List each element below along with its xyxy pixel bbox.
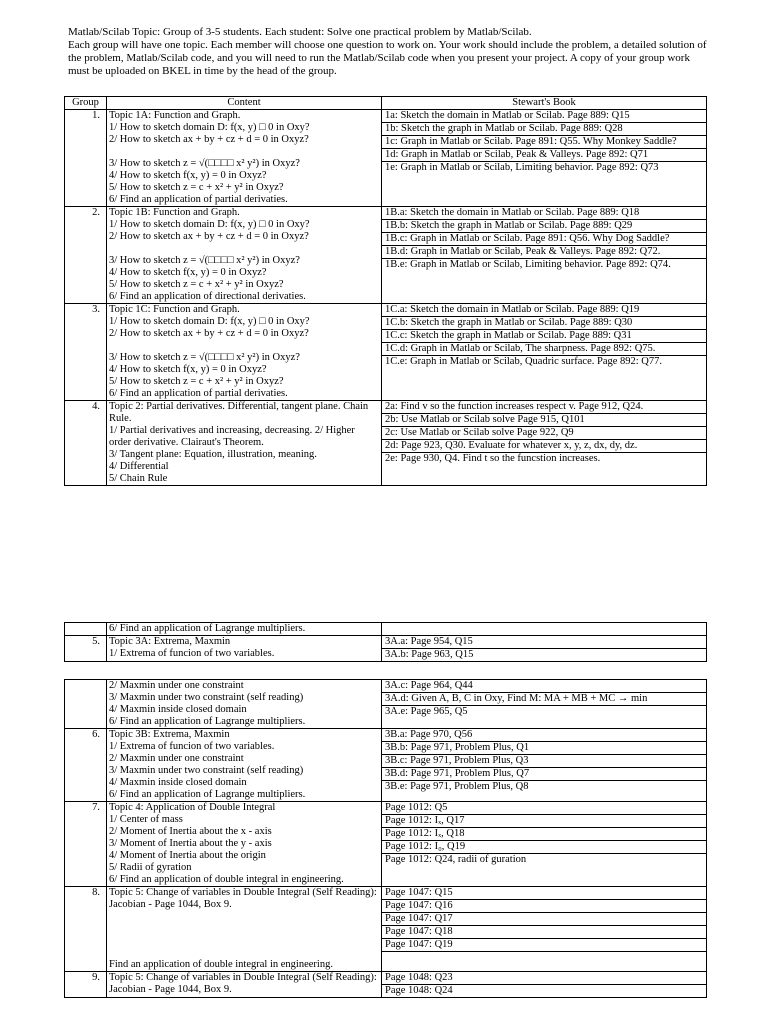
content-line: 4/ How to sketch f(x, y) = 0 in Oxyz? — [109, 364, 267, 375]
book-exercises — [382, 304, 707, 401]
content-line: Topic 1A: Function and Graph. — [109, 110, 241, 121]
content-line: 3/ Tangent plane: Equation, illustration, meaning. — [109, 449, 317, 460]
content-line: 2/ How to sketch ax + by + cz + d = 0 in Oxyz? — [109, 134, 309, 145]
book-exercise: Page 1047: Q18 — [382, 926, 706, 939]
content-line: Topic 2: Partial derivatives. Differential, tangent plane. Chain Rule. — [109, 401, 369, 424]
content-line: 5/ How to sketch z = c + x² + y² in Oxyz? — [109, 182, 284, 193]
content-line — [109, 947, 379, 959]
topic-content — [107, 623, 382, 636]
book-exercise: 3A.d: Given A, B, C in Oxy, Find M: MA + MB + MC → min — [382, 693, 706, 706]
table-row — [65, 972, 707, 998]
group-number: 1. — [65, 110, 107, 207]
topics-table-2 — [64, 622, 707, 662]
book-exercise: 2c: Use Matlab or Scilab solve Page 922, Q9 — [382, 427, 706, 440]
group-number — [65, 680, 107, 729]
book-exercise: Page 1048: Q23 — [382, 972, 706, 985]
content-line: Find an application of double integral in engineering. — [109, 959, 333, 970]
book-exercise: 1C.c: Sketch the graph in Matlab or Scilab. Page 889: Q31 — [382, 330, 706, 343]
book-exercise: 3B.a: Page 970, Q56 — [382, 729, 706, 742]
book-exercise: Page 1047: Q17 — [382, 913, 706, 926]
topics-table-3 — [64, 679, 707, 998]
book-exercise — [382, 952, 706, 964]
table-row — [65, 401, 707, 486]
group-number: 3. — [65, 304, 107, 401]
book-exercise: 2a: Find v so the function increases respect v. Page 912, Q24. — [382, 401, 706, 414]
table-row — [65, 304, 707, 401]
book-exercise: 1d: Graph in Matlab or Scilab, Peak & Valleys. Page 892: Q71 — [382, 149, 706, 162]
book-exercise: 1C.d: Graph in Matlab or Scilab, The sharpness. Page 892: Q75. — [382, 343, 706, 356]
group-number: 6. — [65, 729, 107, 802]
content-line: Topic 5: Change of variables in Double Integral (Self Reading): Jacobian - Page 1044, Box 9. — [109, 972, 377, 995]
book-exercises — [382, 729, 707, 802]
content-line: 6/ Find an application of partial derivaties. — [109, 388, 288, 399]
content-line: 1/ How to sketch domain D: f(x, y) □ 0 in Oxy? — [109, 122, 310, 133]
content-line: 3/ How to sketch z = √(□□□□ x² y²) in Oxyz? — [109, 158, 300, 169]
book-exercise: 2b: Use Matlab or Scilab solve Page 915, Q101 — [382, 414, 706, 427]
content-line: 4/ How to sketch f(x, y) = 0 in Oxyz? — [109, 267, 267, 278]
content-line: 4/ Maxmin inside closed domain — [109, 704, 247, 715]
topic-content — [107, 207, 382, 304]
topic-content — [107, 304, 382, 401]
table-row — [65, 680, 707, 729]
group-number — [65, 623, 107, 636]
book-exercise: 1c: Graph in Matlab or Scilab. Page 891: Q55. Why Monkey Saddle? — [382, 136, 706, 149]
book-exercises — [382, 972, 707, 998]
topic-content — [107, 636, 382, 662]
content-line: 3/ Maxmin under two constraint (self reading) — [109, 765, 304, 776]
content-line: Topic 4: Application of Double Integral — [109, 802, 276, 813]
book-exercises — [382, 802, 707, 887]
book-exercise: Page 1048: Q24 — [385, 985, 453, 996]
book-exercise: Page 1047: Q16 — [382, 900, 706, 913]
table-row — [65, 729, 707, 802]
table-row — [65, 802, 707, 887]
content-line — [109, 243, 379, 255]
content-line: 1/ Extrema of funcion of two variables. — [109, 648, 275, 659]
content-line: 1/ How to sketch domain D: f(x, y) □ 0 in Oxy? — [109, 219, 310, 230]
table-row — [65, 207, 707, 304]
content-line: Topic 3B: Extrema, Maxmin — [109, 729, 230, 740]
book-exercise: 3B.b: Page 971, Problem Plus, Q1 — [382, 742, 706, 755]
book-exercise: 1B.e: Graph in Matlab or Scilab, Limiting behavior. Page 892: Q74. — [385, 259, 671, 270]
content-line: 2/ Moment of Inertia about the x - axis — [109, 826, 272, 837]
book-exercises — [382, 636, 707, 662]
book-exercise: Page 1012: Iₓ, Q18 — [382, 828, 706, 841]
book-exercise: Page 1012: Iₓ, Q17 — [382, 815, 706, 828]
book-exercise: 1e: Graph in Matlab or Scilab, Limiting behavior. Page 892: Q73 — [385, 162, 659, 173]
content-line: 1/ Center of mass — [109, 814, 183, 825]
book-exercise: 3B.d: Page 971, Problem Plus, Q7 — [382, 768, 706, 781]
content-line: 3/ How to sketch z = √(□□□□ x² y²) in Oxyz? — [109, 352, 300, 363]
group-number: 9. — [65, 972, 107, 998]
book-exercise: 1C.e: Graph in Matlab or Scilab, Quadric surface. Page 892: Q77. — [385, 356, 663, 367]
book-exercise: 1C.a: Sketch the domain in Matlab or Scilab. Page 889: Q19 — [382, 304, 706, 317]
content-line — [109, 923, 379, 935]
content-line: 3/ Moment of Inertia about the y - axis — [109, 838, 272, 849]
header-book: Stewart's Book — [382, 97, 707, 110]
book-exercise: 1b: Sketch the graph in Matlab or Scilab. Page 889: Q28 — [382, 123, 706, 136]
content-line: 2/ Maxmin under one constraint — [109, 680, 244, 691]
book-exercise — [382, 623, 706, 635]
book-exercise: 3B.c: Page 971, Problem Plus, Q3 — [382, 755, 706, 768]
content-line: 6/ Find an application of Lagrange multipliers. — [109, 623, 306, 634]
header-content: Content — [107, 97, 382, 110]
content-line — [109, 935, 379, 947]
content-line: 1/ Partial derivatives and increasing, decreasing. 2/ Higher order derivative. Clairaut's Theorem. — [109, 425, 355, 448]
table-row — [65, 623, 707, 636]
book-exercises — [382, 207, 707, 304]
content-line: 5/ How to sketch z = c + x² + y² in Oxyz? — [109, 279, 284, 290]
intro-line-1: Matlab/Scilab Topic: Group of 3-5 students. Each student: Solve one practical problem by Matlab/Scilab. — [68, 26, 532, 38]
book-exercise: Page 1012: I₀, Q19 — [382, 841, 706, 854]
book-exercise: 3A.b: Page 963, Q15 — [385, 649, 474, 660]
topics-table-1 — [64, 96, 707, 486]
book-exercise: 1C.b: Sketch the graph in Matlab or Scilab. Page 889: Q30 — [382, 317, 706, 330]
content-line: 6/ Find an application of double integral in engineering. — [109, 874, 344, 885]
topic-content — [107, 802, 382, 887]
book-exercises — [382, 887, 707, 972]
group-number: 5. — [65, 636, 107, 662]
content-line: 4/ Differential — [109, 461, 169, 472]
content-line — [109, 911, 379, 923]
book-exercise: 1B.b: Sketch the graph in Matlab or Scilab. Page 889: Q29 — [382, 220, 706, 233]
book-exercises — [382, 680, 707, 729]
book-exercise: Page 1012: Q24, radii of guration — [385, 854, 527, 865]
content-line: 4/ Moment of Inertia about the origin — [109, 850, 266, 861]
content-line: 2/ How to sketch ax + by + cz + d = 0 in Oxyz? — [109, 328, 309, 339]
content-line: 6/ Find an application of Lagrange multipliers. — [109, 716, 306, 727]
book-exercise: Page 1047: Q15 — [382, 887, 706, 900]
content-line: 5/ Chain Rule — [109, 473, 168, 484]
content-line: 4/ How to sketch f(x, y) = 0 in Oxyz? — [109, 170, 267, 181]
table-row — [65, 887, 707, 972]
table-row — [65, 636, 707, 662]
content-line: Topic 1C: Function and Graph. — [109, 304, 240, 315]
book-exercise: 1B.c: Graph in Matlab or Scilab. Page 891: Q56. Why Dog Saddle? — [382, 233, 706, 246]
content-line: 2/ How to sketch ax + by + cz + d = 0 in Oxyz? — [109, 231, 309, 242]
content-line: 6/ Find an application of Lagrange multipliers. — [109, 789, 306, 800]
content-line: 6/ Find an application of directional derivaties. — [109, 291, 306, 302]
book-exercise: 1a: Sketch the domain in Matlab or Scilab. Page 889: Q15 — [382, 110, 706, 123]
topic-content — [107, 680, 382, 729]
content-line: 4/ Maxmin inside closed domain — [109, 777, 247, 788]
book-exercise: Page 1047: Q19 — [382, 939, 706, 952]
group-number: 7. — [65, 802, 107, 887]
content-line: 3/ Maxmin under two constraint (self reading) — [109, 692, 304, 703]
content-line: Topic 1B: Function and Graph. — [109, 207, 240, 218]
content-line: 5/ How to sketch z = c + x² + y² in Oxyz? — [109, 376, 284, 387]
content-line: 5/ Radii of gyration — [109, 862, 192, 873]
content-line: 1/ Extrema of funcion of two variables. — [109, 741, 275, 752]
book-exercises — [382, 110, 707, 207]
content-line — [109, 340, 379, 352]
book-exercise: 3A.c: Page 964, Q44 — [382, 680, 706, 693]
header-group: Group — [65, 97, 107, 110]
topic-content — [107, 729, 382, 802]
book-exercise: Page 1012: Q5 — [382, 802, 706, 815]
table-row — [65, 110, 707, 207]
content-line: 6/ Find an application of partial derivaties. — [109, 194, 288, 205]
book-exercise: 3A.e: Page 965, Q5 — [385, 706, 468, 717]
topic-content — [107, 110, 382, 207]
book-exercises — [382, 401, 707, 486]
topic-content — [107, 972, 382, 998]
assignment-instructions — [68, 26, 708, 78]
intro-line-2: Each group will have one topic. Each member will choose one question to work on. Your work should include the problem, a detailed solution of the problem, Matlab/Scilab code, and you will need to run the Matlab/Scilab code when you present your project. A copy of your group work must be uploaded on BKEL in time by the head of the group. — [68, 39, 707, 77]
book-exercise: 3A.a: Page 954, Q15 — [382, 636, 706, 649]
book-exercise: 3B.e: Page 971, Problem Plus, Q8 — [385, 781, 529, 792]
content-line: Topic 3A: Extrema, Maxmin — [109, 636, 231, 647]
group-number: 2. — [65, 207, 107, 304]
book-exercise: 1B.a: Sketch the domain in Matlab or Scilab. Page 889: Q18 — [382, 207, 706, 220]
content-line: 2/ Maxmin under one constraint — [109, 753, 244, 764]
content-line: Topic 5: Change of variables in Double Integral (Self Reading): Jacobian - Page 1044, Box 9. — [109, 887, 377, 910]
topic-content — [107, 887, 382, 972]
book-exercise: 1B.d: Graph in Matlab or Scilab, Peak & Valleys. Page 892: Q72. — [382, 246, 706, 259]
group-number: 4. — [65, 401, 107, 486]
topic-content — [107, 401, 382, 486]
book-exercise: 2e: Page 930, Q4. Find t so the funcstion increases. — [385, 453, 601, 464]
content-line: 1/ How to sketch domain D: f(x, y) □ 0 in Oxy? — [109, 316, 310, 327]
content-line: 3/ How to sketch z = √(□□□□ x² y²) in Oxyz? — [109, 255, 300, 266]
group-number: 8. — [65, 887, 107, 972]
book-exercises — [382, 623, 707, 636]
content-line — [109, 146, 379, 158]
book-exercise: 2d: Page 923, Q30. Evaluate for whatever x, y, z, dx, dy, dz. — [382, 440, 706, 453]
